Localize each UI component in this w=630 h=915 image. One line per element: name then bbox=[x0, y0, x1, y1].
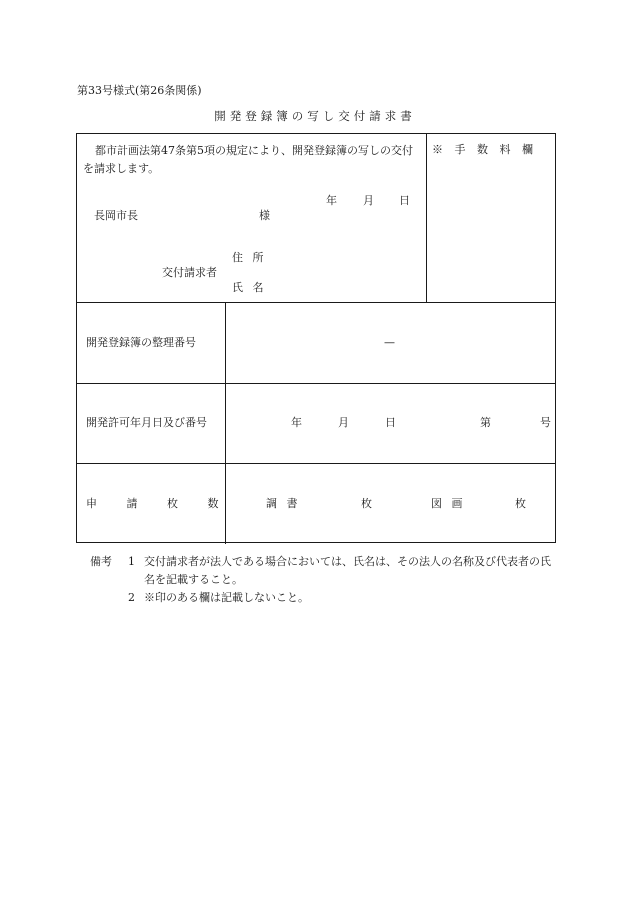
date-year-label: 年 bbox=[326, 194, 337, 207]
remark-text: ※印のある欄は記載しないこと。 bbox=[144, 591, 309, 604]
fee-column-divider bbox=[426, 134, 427, 302]
permit-go-label: 号 bbox=[540, 416, 551, 429]
remark-text: 交付請求者が法人である場合においては、氏名は、その法人の名称及び代表者の氏名を記載すること。 bbox=[144, 555, 551, 586]
permit-label: 開発許可年月日及び番号 bbox=[86, 416, 207, 429]
addressee: 長岡市長 bbox=[94, 209, 138, 222]
register-number-label: 開発登録簿の整理番号 bbox=[86, 336, 196, 349]
remarks-label: 備考 bbox=[90, 555, 112, 568]
row-divider-3 bbox=[77, 463, 555, 464]
request-statement: 都市計画法第47条第5項の規定により、開発登録簿の写しの交付を請求します。 bbox=[83, 144, 413, 175]
chosho-count-unit: 枚 bbox=[361, 497, 372, 510]
remark-item-1 bbox=[90, 553, 560, 589]
permit-day-label: 日 bbox=[385, 416, 396, 429]
row-divider-1 bbox=[77, 302, 555, 303]
document-title: 開発登録簿の写し交付請求書 bbox=[214, 109, 416, 123]
row-divider-2 bbox=[77, 383, 555, 384]
remark-number: 2 bbox=[128, 591, 135, 604]
honorific: 様 bbox=[259, 209, 270, 222]
label-column-divider bbox=[225, 302, 226, 544]
permit-dai-label: 第 bbox=[480, 416, 491, 429]
name-label: 氏 名 bbox=[232, 281, 264, 294]
permit-month-label: 月 bbox=[338, 416, 349, 429]
address-label: 住 所 bbox=[232, 251, 264, 264]
register-number-value: — bbox=[384, 336, 395, 349]
fee-field-label: ※ 手 数 料 欄 bbox=[432, 143, 533, 156]
chosho-label: 調 書 bbox=[266, 497, 298, 510]
copies-label: 申 請 枚 数 bbox=[86, 497, 219, 510]
date-day-label: 日 bbox=[399, 194, 410, 207]
zumen-count-unit: 枚 bbox=[515, 497, 526, 510]
form-number-label: 第33号様式(第26条関係) bbox=[77, 84, 202, 97]
zumen-label: 図 画 bbox=[431, 497, 463, 510]
remark-number: 1 bbox=[128, 555, 135, 568]
remark-item-2 bbox=[90, 589, 560, 607]
requester-label: 交付請求者 bbox=[162, 266, 217, 279]
permit-year-label: 年 bbox=[291, 416, 302, 429]
remarks-section bbox=[90, 553, 560, 607]
date-month-label: 月 bbox=[363, 194, 374, 207]
request-form-table bbox=[76, 133, 556, 543]
